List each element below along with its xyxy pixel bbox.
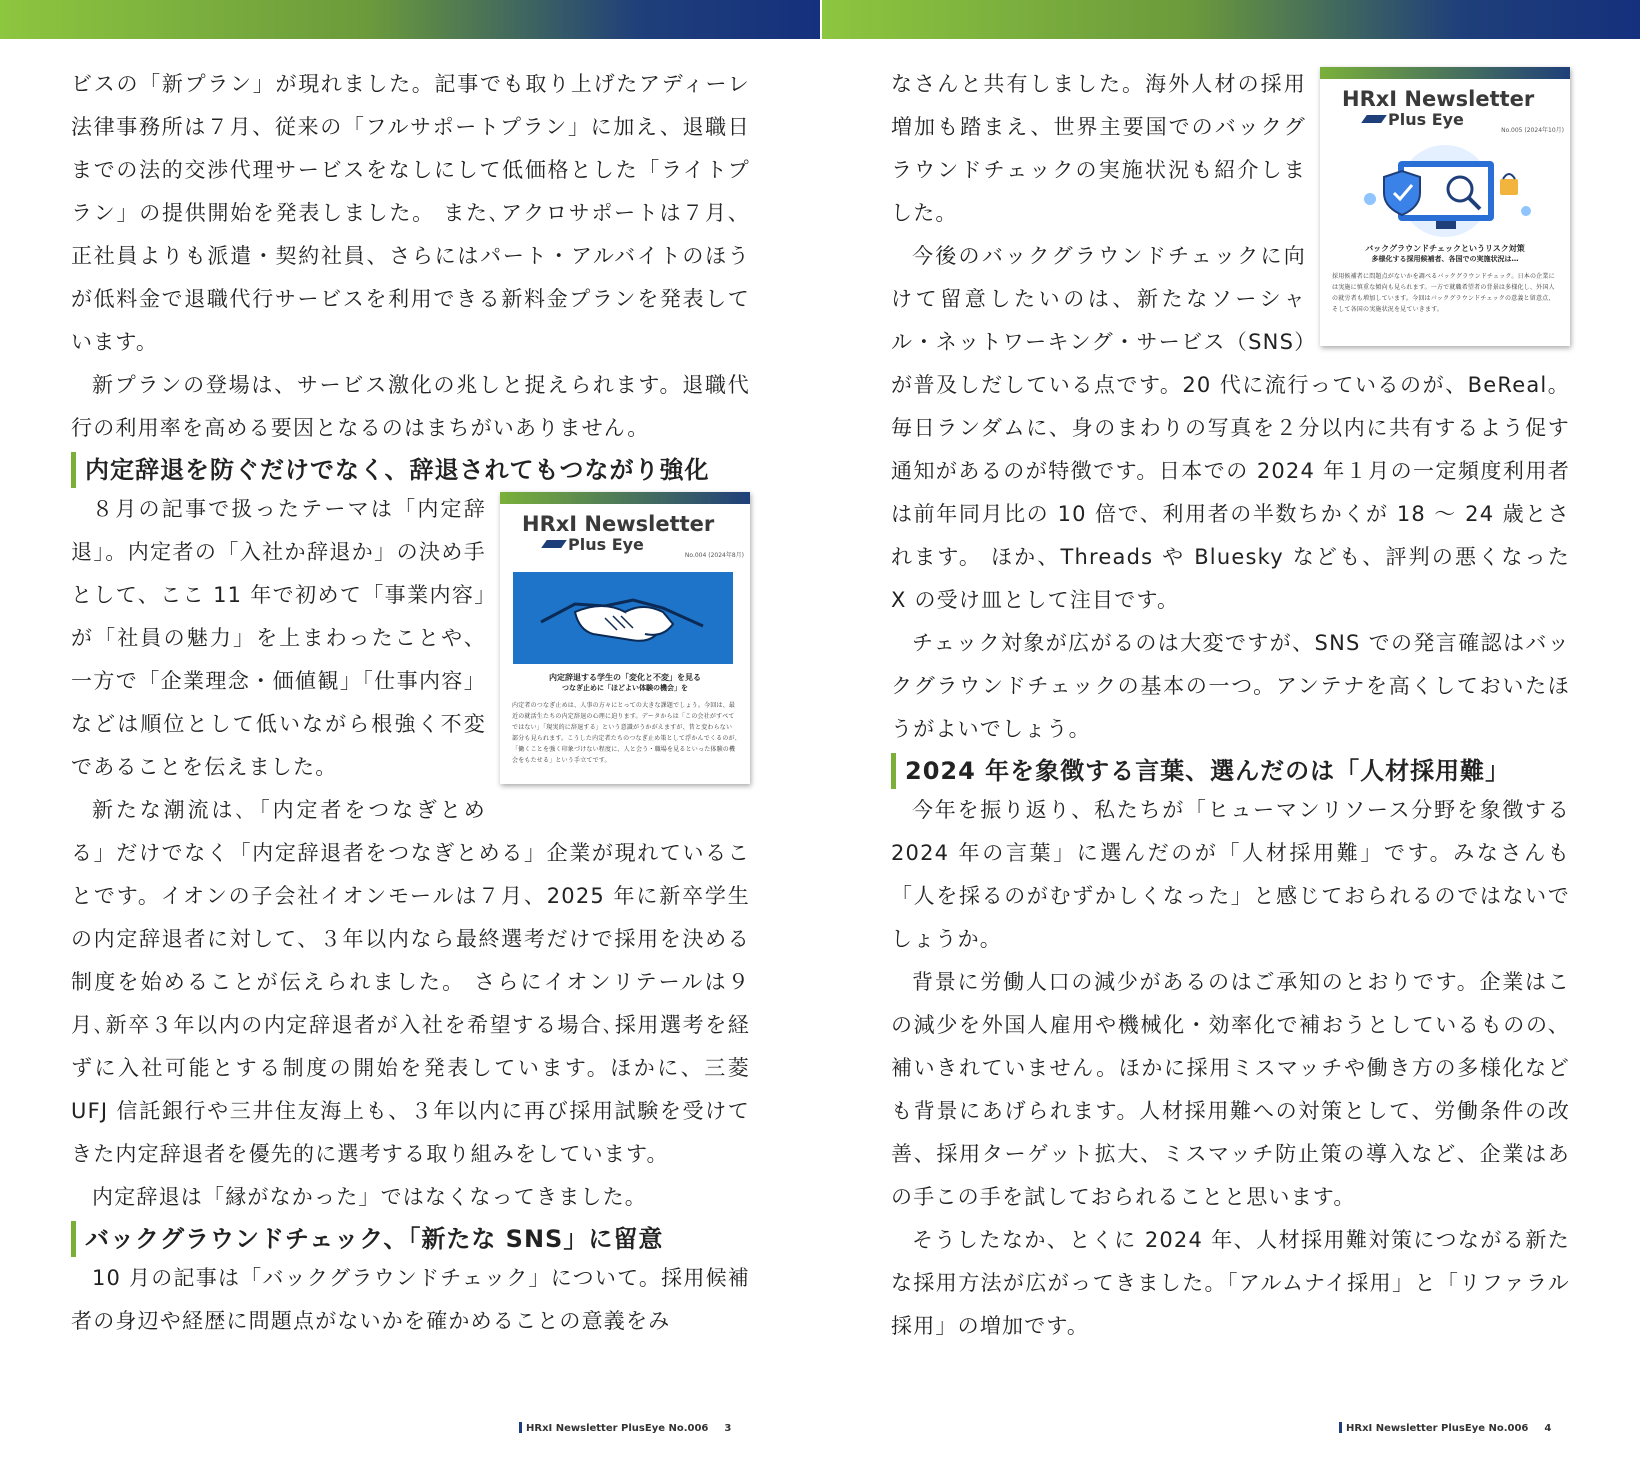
paragraph: チェック対象が広がるのは大変ですが、SNS での発言確認はバックグラウンドチェックの基本の一つ。アンテナを高くしておいたほうがよいでしょう。 bbox=[891, 631, 1570, 741]
page-4 bbox=[820, 39, 1640, 1458]
cover-caption-2: 多様化する採用候補者、各国での実施状況は… bbox=[1371, 255, 1519, 263]
cover-caption-2: つなぎ止めに「ほどよい体験の機会」を bbox=[562, 684, 688, 692]
top-gradient-bar-left bbox=[0, 0, 820, 39]
cover-number: No.004 (2024年8月) bbox=[684, 552, 744, 559]
cover-subtitle: Plus Eye bbox=[1388, 110, 1464, 129]
handshake-illustration bbox=[513, 572, 733, 664]
paragraph: 新たな潮流は､「内定者をつなぎとめる」だけでなく「内定辞退者をつなぎとめる」企業が現れていることです。イオンの子会社イオンモールは７月、2025 年に新卒学生の内定辞退者に対して、３年以内なら最終選考だけで採用を決める制度を始めることが伝えられました。 さらにイオンリテールは９月､新卒３年以内の内定辞退者が入社を希望する場合､採用選考を経ずに入社可能とする制度の開始を発表しています。ほかに、三菱 UFJ 信託銀行や三井住友海上も、３年以内に再び採用試験を受けてきた内定辞退者を優先的に選考する取り組みをしています。 bbox=[71, 798, 750, 1166]
cover-band bbox=[500, 492, 750, 504]
paragraph: そうしたなか、とくに 2024 年、人材採用難対策につながる新たな採用方法が広がってきました｡「アルムナイ採用」と「リファラル採用」の増加です。 bbox=[891, 1228, 1570, 1338]
footer-label: HRxI Newsletter PlusEye No.006 bbox=[526, 1423, 709, 1434]
newsletter-cover-004 bbox=[500, 492, 750, 784]
footer-label: HRxI Newsletter PlusEye No.006 bbox=[1346, 1423, 1529, 1434]
page-number: 3 bbox=[724, 1423, 732, 1434]
paragraph: 新プランの登場は、サービス激化の兆しと捉えられます。退職代行の利用率を高める要因となるのはまちがいありません。 bbox=[71, 373, 750, 440]
paragraph: なさんと共有しました。海外人材の採用増加も踏まえ、世界主要国でのバックグラウンドチェックの実施状況も紹介しました。 bbox=[891, 72, 1306, 225]
section-heading: バックグラウンドチェック、「新たな SNS」に留意 bbox=[71, 1221, 750, 1257]
page-number: 4 bbox=[1544, 1423, 1552, 1434]
page-3 bbox=[0, 39, 820, 1458]
cover-text: 内定者のつなぎ止めは、人事の方々にとっての大きな課題でしょう。今回は、最近の就活生たちの内定辞退の心理に迫ります。データからは「この会社がすべてではない」「現実的に辞退する」という意識がうかがえますが、昔と変わらない部分も見られます。こうした内定者たちのつなぎ止め策として浮かんでくるのが､「働くことを強く印象づけない程度に、人と会う・職場を見るといった体験の機会をもたせる」という手立てです。 bbox=[512, 702, 738, 764]
paragraph: ビスの「新プラン」が現れました。記事でも取り上げたアディーレ法律事務所は７月、従来の「フルサポートプラン」に加え、退職日までの法的交渉代理サービスをなしにして低価格とした「ライトプラン」の提供開始を発表しました。 また､アクロサポートは７月、正社員よりも派遣・契約社員、さらにはパート・アルバイトのほうが低料金で退職代行サービスを利用できる新料金プランを発表しています。 bbox=[71, 72, 750, 354]
cover-text: 採用候補者に問題点がないかを調べるバックグラウンドチェック。日本の企業には実施に慎重な傾向も見られます。一方で就職希望者の背景は多様化し、外国人の就労者も増加しています。今回はバックグラウンドチェックの意義と留意点、そして各国の実施状況を見ていきます。 bbox=[1332, 273, 1555, 313]
footer-mark-icon bbox=[1339, 1422, 1342, 1433]
footer-mark-icon bbox=[519, 1422, 522, 1433]
top-gradient-bar-right bbox=[822, 0, 1640, 39]
paragraph: 10 月の記事は「バックグラウンドチェック」について。採用候補者の身辺や経歴に問題点がないかを確かめることの意義をみ bbox=[71, 1266, 750, 1333]
cover-title: HRxI Newsletter bbox=[1342, 87, 1535, 111]
left-column bbox=[71, 63, 750, 1343]
paragraph: 背景に労働人口の減少があるのはご承知のとおりです。企業はこの減少を外国人雇用や機械化・効率化で補おうとしているものの、補いきれていません。ほかに採用ミスマッチや働き方の多様化なども背景にあげられます。人材採用難への対策として、労働条件の改善、採用ターゲット拡大、ミスマッチ防止策の導入など、企業はあの手この手を試しておられることと思います。 bbox=[891, 970, 1570, 1209]
paragraph: 内定辞退は「縁がなかった」ではなくなってきました。 bbox=[92, 1185, 647, 1209]
cover-title: HRxI Newsletter bbox=[522, 512, 715, 536]
newsletter-cover-005 bbox=[1320, 67, 1570, 346]
paragraph: ８月の記事で扱ったテーマは「内定辞退」。内定者の「入社か辞退か」の決め手として、ここ 11 年で初めて「事業内容」が「社員の魅力」を上まわったことや、一方で「企業理念・価値観」「仕事内容」などは順位として低いながら根強く不変であることを伝えました。 bbox=[71, 497, 486, 779]
cover-subtitle: Plus Eye bbox=[568, 535, 644, 554]
page-footer bbox=[519, 1422, 731, 1434]
page-footer bbox=[1339, 1422, 1551, 1434]
cover-band bbox=[1320, 67, 1570, 79]
paragraph: 今後のバックグラウンドチェックに向けて留意したいのは、新たなソーシャル・ネットワーキング・サービス（SNS）が普及しだしている点です。20 代に流行っているのが、BeReal。 毎日ランダムに、身のまわりの写真を２分以内に共有するよう促す通知があるのが特徴です。日本での 2024 年１月の一定頻度利用者は前年同月比の 10 倍で、利用者の半数ちかくが 18 〜 24 歳とされます。 ほか、Threads や Bluesky なども、評判の悪くなった X の受け皿として注目です。 bbox=[891, 244, 1570, 612]
cover-caption-1: バックグラウンドチェックというリスク対策 bbox=[1365, 244, 1525, 253]
section-heading: 内定辞退を防ぐだけでなく、辞退されてもつながり強化 bbox=[71, 452, 750, 488]
right-column bbox=[891, 63, 1570, 1348]
security-check-illustration bbox=[1340, 139, 1550, 239]
section-heading: 2024 年を象徴する言葉、選んだのは「人材採用難」 bbox=[891, 753, 1570, 789]
paragraph: 今年を振り返り、私たちが「ヒューマンリソース分野を象徴する 2024 年の言葉」に選んだのが「人材採用難」です。みなさんも「人を採るのがむずかしくなった」と感じておられるのではないでしょうか。 bbox=[891, 798, 1570, 951]
cover-number: No.005 (2024年10月) bbox=[1501, 127, 1564, 134]
cover-swoosh-icon bbox=[1361, 115, 1387, 123]
cover-caption-1: 内定辞退する学生の「変化と不変」を見る bbox=[549, 673, 701, 682]
cover-swoosh-icon bbox=[541, 540, 567, 548]
